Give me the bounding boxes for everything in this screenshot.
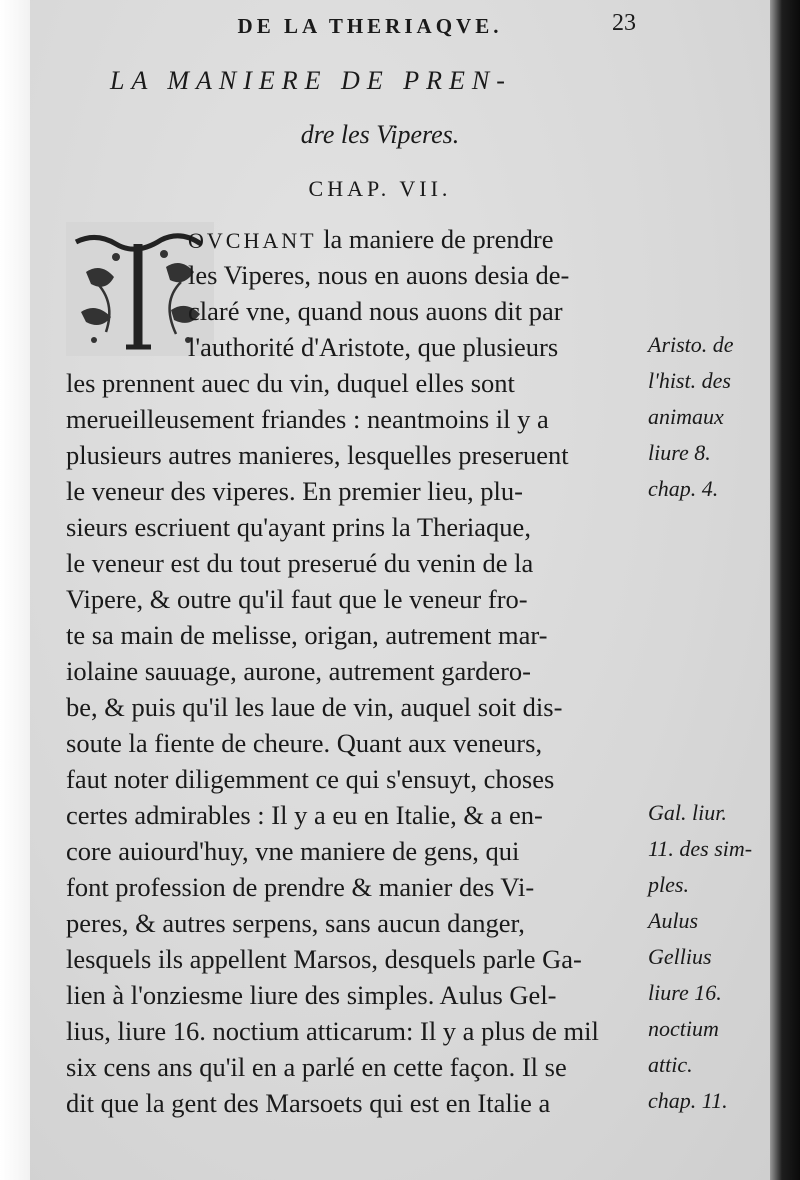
margin-note: animaux [648,404,724,429]
margin-note: Gal. liur. [648,800,727,825]
text-line: soute la fiente de cheure. Quant aux veneurs, [66,728,543,758]
text-line: lien à l'onziesme liure des simples. Aulus Gel- [66,980,557,1010]
text-line: font profession de prendre & manier des Vi- [66,872,535,902]
text-line: merueilleusement friandes : neantmoins il y a [66,404,549,434]
text-line: les Viperes, nous en auons desia de- [188,260,570,290]
text-line: peres, & autres serpens, sans aucun danger, [66,908,525,938]
text-line: lesquels ils appellent Marsos, desquels parle Ga- [66,944,582,974]
page-number: 23 [612,10,636,36]
margin-note: liure 8. [648,440,711,465]
text-fragment: la maniere de prendre [323,224,554,254]
margin-note: liure 16. [648,980,722,1005]
text-line: faut noter diligemment ce qui s'ensuyt, choses [66,764,555,794]
text-line: sieurs escriuent qu'ayant prins la Theriaque, [66,512,531,542]
opening-word: OVCHANT [188,228,317,253]
text-line: les prennent auec du vin, duquel elles sont [66,368,515,398]
text-line: certes admirables : Il y a eu en Italie, & a en- [66,800,543,830]
margin-note: Aulus [648,908,699,933]
margin-note: noctium [648,1016,719,1041]
margin-note: Gellius [648,944,712,969]
chapter-title-line-1: LA MANIERE DE PREN- [110,66,512,95]
margin-note: l'hist. des [648,368,731,393]
book-page [30,0,770,1180]
text-line: l'authorité d'Aristote, que plusieurs [188,332,559,362]
text-line: be, & puis qu'il les laue de vin, auquel soit dis- [66,692,563,722]
text-line: six cens ans qu'il en a parlé en cette façon. Il se [66,1052,567,1082]
margin-note: ples. [648,872,689,897]
text-line: dit que la gent des Marsoets qui est en Italie a [66,1088,551,1118]
text-line: claré vne, quand nous auons dit par [188,296,563,326]
page-left-margin [0,0,30,1180]
text-line: le veneur des viperes. En premier lieu, plu- [66,476,523,506]
margin-note: attic. [648,1052,693,1077]
running-head: DE LA THERIAQVE. [237,14,503,38]
margin-note: chap. 11. [648,1088,728,1113]
chapter-number: CHAP. VII. [308,176,452,201]
text-line [188,226,553,253]
margin-note: Aristo. de [648,332,734,357]
text-line: plusieurs autres manieres, lesquelles preseruent [66,440,569,470]
text-line: Vipere, & outre qu'il faut que le veneur fro- [66,584,528,614]
text-line: core auiourd'huy, vne maniere de gens, qui [66,836,520,866]
text-line: le veneur est du tout preserué du venin de la [66,548,534,578]
margin-note: 11. des sim- [648,836,753,861]
chapter-title-line-2: dre les Viperes. [300,120,460,149]
book-spine-shadow [770,0,800,1180]
margin-note: chap. 4. [648,476,719,501]
text-line: te sa main de melisse, origan, autrement mar- [66,620,548,650]
text-line: lius, liure 16. noctium atticarum: Il y a plus de mil [66,1016,599,1046]
text-line: iolaine sauuage, aurone, autrement gardero- [66,656,532,686]
